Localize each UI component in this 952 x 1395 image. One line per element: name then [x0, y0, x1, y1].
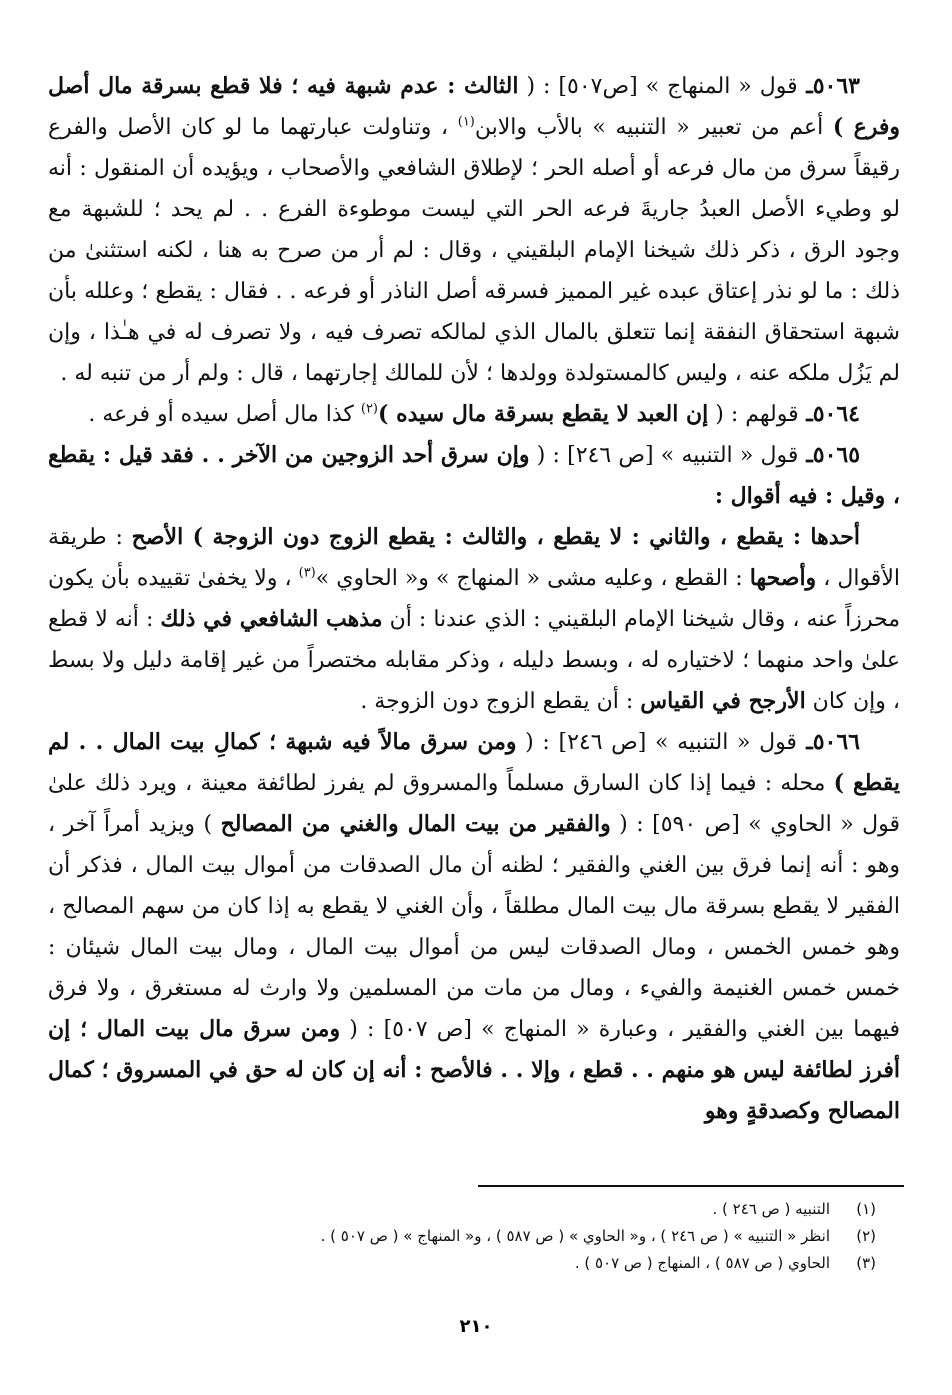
footnote-ref: (٢): [360, 401, 378, 417]
paragraph: [48, 394, 900, 435]
footnote-number: (٣): [856, 1254, 876, 1272]
footnote-text: انظر « التنبيه » ( ص ٢٤٦ ) ، و« الحاوي » ( ص ٥٨٧ ) ، و« المنهاج » ( ص ٥٠٧ ) .: [320, 1227, 830, 1245]
text-run: ، ولا يخفىٰ تقييده بأن يكون محرزاً عنه ، وقال شيخنا الإمام البلقيني : الذي عندنا : أن: [48, 566, 901, 632]
text-run: : أنه لا قطع علىٰ واحد منهما ؛ لاختياره له ، وبسط دليله ، وذكر مقابله مختصراً من غير إقامة دليل ولا بسط ، وإن كان: [48, 607, 900, 714]
page-number: ٢١٠: [459, 1316, 493, 1337]
text-run: الأرجح في القياس: [640, 688, 806, 714]
footnote-ref: (٣): [298, 565, 316, 581]
text-run: : طريقة الأقوال ،: [48, 525, 900, 591]
text-run: قول « التنبيه » [ص ٢٤٦] : (: [516, 730, 797, 755]
text-run: : أن يقطع الزوج دون الزوجة .: [360, 689, 641, 714]
paragraph: [48, 435, 900, 517]
footnote-ref: (١): [457, 114, 475, 130]
text-run: مذهب الشافعي في ذلك: [160, 606, 383, 632]
footnote-separator: [478, 1185, 904, 1187]
footnote-number: (١): [856, 1200, 876, 1218]
text-run: ) ويزيد أمراً آخر ، وهو : أنه إنما فرق بين الغني والفقير ؛ لظنه أن مال الصدقات من أموال بيت المال ، فذكر أن الفقير لا يقطع بسرقة مال بيت المال مطلقاً ، وأن الغني لا يقطع به إذا كان من سهم المصالح ، وهو خمس الخمس ، ومال الصدقات ليس من أموال بيت المال ، ومال بيت المال شيئان : خمس خمس الغنيمة والفيء ، ومال من مات من المسلمين ولا وارث له مستغرق ، ولا فرق فيهما بين الغني والفقير ، وعبارة « المنهاج » [ص ٥٠٧] : (: [48, 812, 901, 1042]
text-run: ٥٠٦٤ـ: [798, 401, 860, 427]
footnote-text: الحاوي ( ص ٥٨٧ ) ، المنهاج ( ص ٥٠٧ ) .: [574, 1254, 830, 1272]
footnote: [48, 1250, 888, 1277]
text-run: : القطع ، وعليه مشى « المنهاج » و« الحاوي »: [315, 566, 750, 591]
text-run: إن العبد لا يقطع بسرقة مال سيده ): [378, 401, 709, 427]
text-run: ٥٠٦٣ـ: [797, 73, 860, 99]
footnote-text: التنبيه ( ص ٢٤٦ ) .: [712, 1200, 830, 1218]
text-run: محله : فيما إذا كان السارق مسلماً والمسروق لم يفرز لطائفة معينة ، ويرد ذلك علىٰ قول « الحاوي » [ص ٥٩٠] : (: [48, 771, 901, 837]
text-run: ومن سرق مالاً فيه شبهة ؛ كمالِ بيت المال . . لم يقطع ): [48, 729, 900, 796]
paragraph: [48, 66, 900, 394]
paragraph: [48, 722, 900, 1132]
text-run: ومن سرق مال بيت المال ؛ إن أفرز لطائفة ليس هو منهم . . قطع ، وإلا . . فالأصح : أنه إن كان له حق في المسروق ؛ كمال المصالح وكصدقةٍ وهو: [48, 1016, 900, 1124]
text-run: قولهم : (: [708, 402, 799, 427]
text-run: أحدها : يقطع ، والثاني : لا يقطع ، والثالث : يقطع الزوج دون الزوجة ) الأصح: [131, 524, 860, 550]
text-run: ٥٠٦٦ـ: [796, 729, 860, 755]
text-run: كذا مال أصل سيده أو فرعه .: [88, 402, 361, 427]
text-run: ٥٠٦٥ـ: [798, 442, 861, 468]
footnotes: [48, 1196, 888, 1277]
text-run: وإن سرق أحد الزوجين من الآخر . . فقد قيل : يقطع ، وقيل : فيه أقوال :: [48, 442, 900, 509]
text-run: وأصحها: [749, 565, 817, 591]
text-run: أعم من تعبير « التنبيه » بالأب والابن: [474, 115, 833, 140]
text-run: الثالث : عدم شبهة فيه ؛ فلا قطع بسرقة مال أصل وفرع ): [48, 73, 900, 140]
text-run: ، وتناولت عبارتهما ما لو كان الأصل والفرع رقيقاً سرق من مال فرعه أو أصله الحر ؛ لإطلاق الشافعي والأصحاب ، ويؤيده أن المنقول : أنه لو وطيء الأصل العبدُ جاريةَ فرعه الحر التي ليست موطوءة الفرع . . لم يحد ؛ للشبهة مع وجود الرق ، ذكر ذلك شيخنا الإمام البلقيني ، وقال : لم أر من صرح به هنا ، لكنه استثنىٰ من ذلك : ما لو نذر إعتاق عبده غير المميز فسرقه أصل الناذر أو فرعه . . فقال : يقطع ؛ وعلله بأن شبهة استحقاق النفقة إنما تتعلق بالمال الذي لمالكه تصرف فيه ، ولا تصرف له في هـٰذا ، وإن لم يَزُل ملكه عنه ، وليس كالمستولدة وولدها ؛ لأن للمالك إجارتهما ، قال : ولم أر من تنبه له .: [48, 115, 900, 386]
footnote-number: (٢): [856, 1227, 876, 1245]
text-run: والفقير من بيت المال والغني من المصالح: [220, 811, 611, 837]
main-text: [48, 66, 900, 1132]
footnote: [48, 1196, 888, 1223]
footnote: [48, 1223, 888, 1250]
text-run: قول « التنبيه » [ص ٢٤٦] : (: [529, 443, 799, 468]
paragraph: [48, 517, 900, 722]
text-run: قول « المنهاج » [ص٥٠٧] : (: [518, 74, 798, 99]
